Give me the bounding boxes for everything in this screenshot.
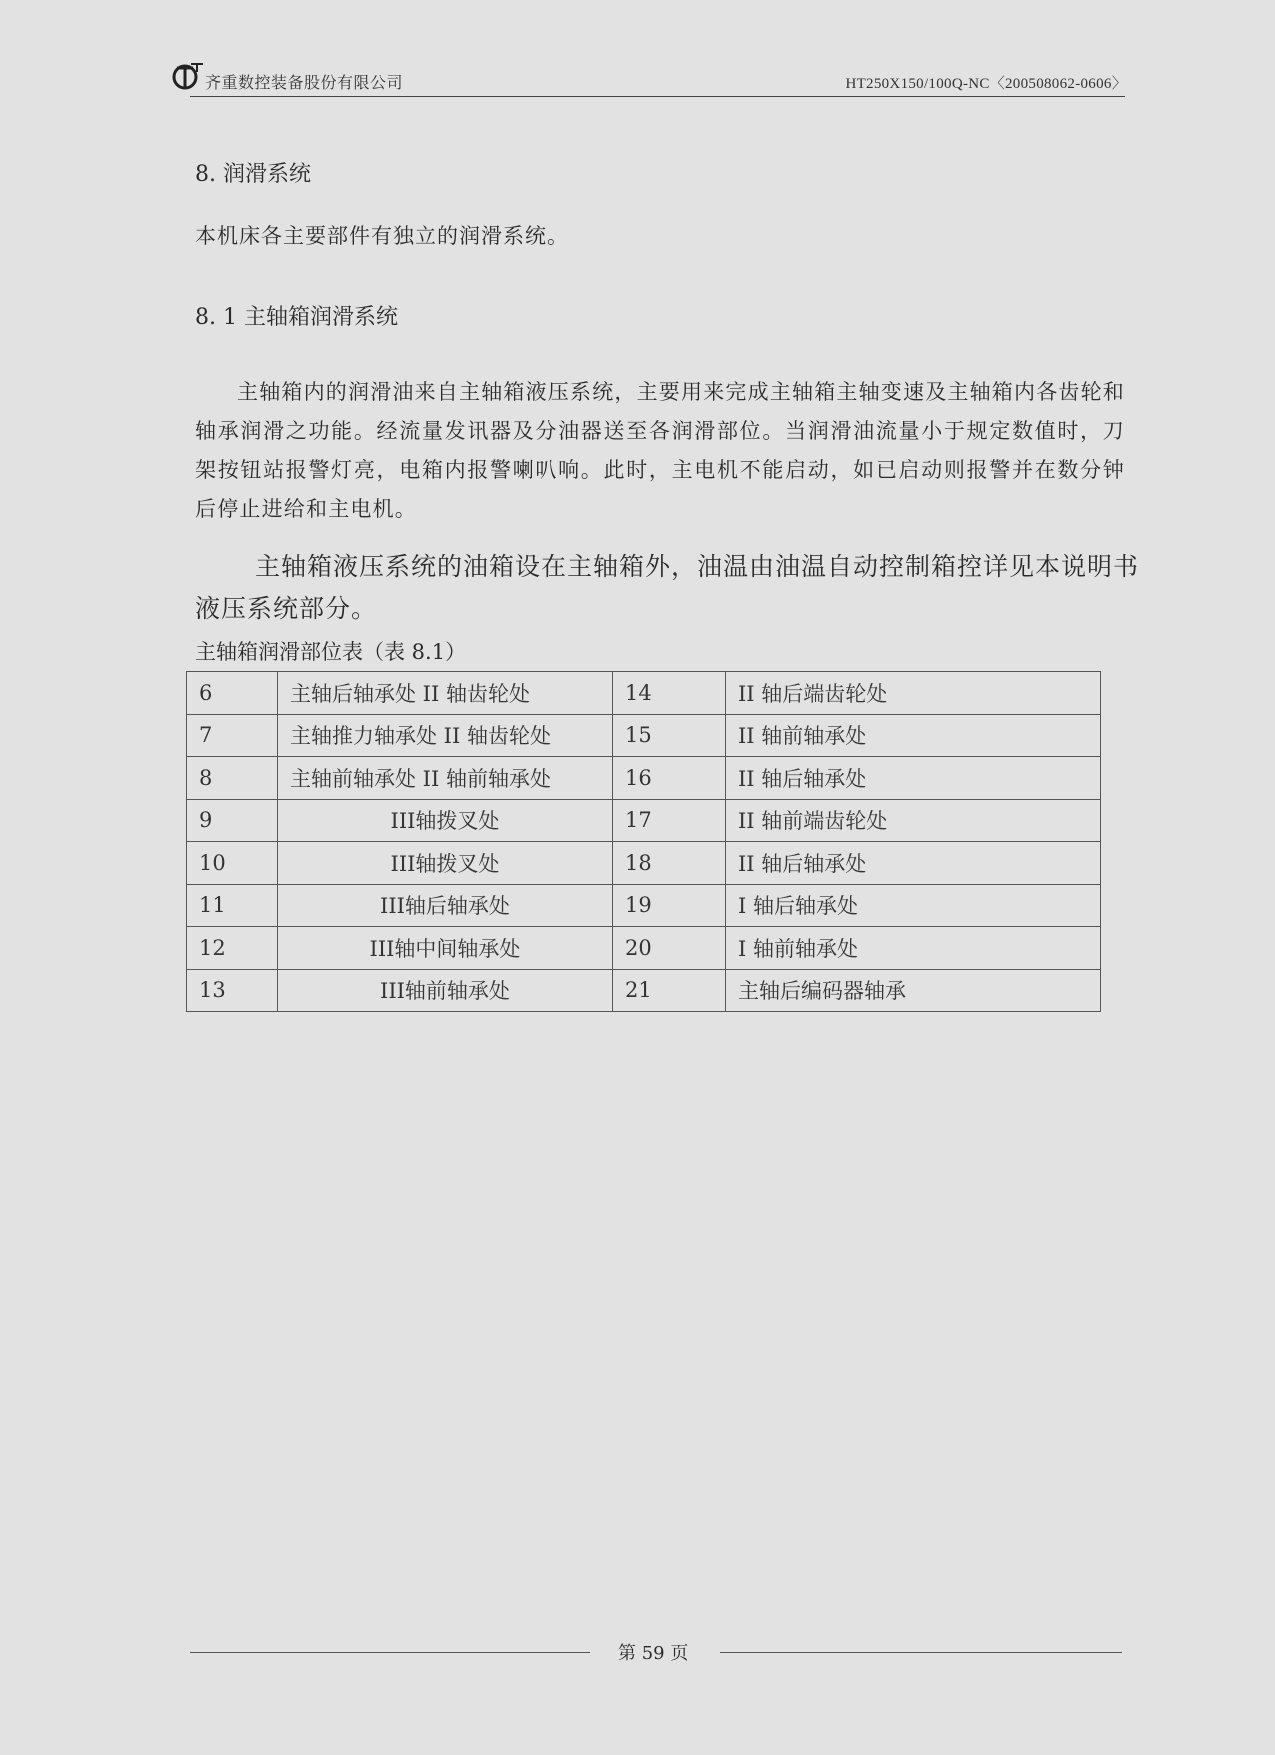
point-number: 10 [187, 842, 278, 885]
point-number: 6 [187, 672, 278, 715]
document-number: HT250X150/100Q-NC〈200508062-0606〉 [845, 76, 1127, 92]
point-location: II 轴前轴承处 [726, 714, 1101, 757]
point-location: III轴拨叉处 [278, 799, 613, 842]
point-location: II 轴后轴承处 [726, 842, 1101, 885]
point-location: I 轴前轴承处 [726, 927, 1101, 970]
footer-rule-left [190, 1652, 590, 1653]
point-location: 主轴推力轴承处 II 轴齿轮处 [278, 714, 613, 757]
footer-rule-right [720, 1652, 1122, 1653]
point-location: 主轴后编码器轴承 [726, 969, 1101, 1012]
page-number: 第 59 页 [618, 1643, 689, 1664]
point-number: 8 [187, 757, 278, 800]
table-row [187, 969, 1101, 1012]
point-number: 7 [187, 714, 278, 757]
point-number: 12 [187, 927, 278, 970]
paragraph-oil-tank: 主轴箱液压系统的油箱设在主轴箱外，油温由油温自动控制箱控详见本说明书液压系统部分。 [195, 552, 1140, 623]
point-number: 11 [187, 884, 278, 927]
section-intro: 本机床各主要部件有独立的润滑系统。 [195, 224, 569, 248]
point-location: III轴后轴承处 [278, 884, 613, 927]
point-location: 主轴前轴承处 II 轴前轴承处 [278, 757, 613, 800]
header-rule [190, 96, 1125, 97]
point-number: 13 [187, 969, 278, 1012]
table-row [187, 884, 1101, 927]
table-row [187, 672, 1101, 715]
table-row [187, 799, 1101, 842]
point-number: 15 [613, 714, 726, 757]
company-logo-icon [171, 58, 205, 92]
paragraph-lubrication: 主轴箱内的润滑油来自主轴箱液压系统，主要用来完成主轴箱主轴变速及主轴箱内各齿轮和轴承润滑之功能。经流量发讯器及分油器送至各润滑部位。当润滑油流量小于规定数值时，刀架按钮站报警灯亮，电箱内报警喇叭响。此时，主电机不能启动，如已启动则报警并在数分钟后停止进给和主电机。 [195, 380, 1125, 521]
point-number: 17 [613, 799, 726, 842]
point-number: 16 [613, 757, 726, 800]
point-location: II 轴后轴承处 [726, 757, 1101, 800]
point-location: III轴拨叉处 [278, 842, 613, 885]
point-location: II 轴后端齿轮处 [726, 672, 1101, 715]
company-name: 齐重数控装备股份有限公司 [205, 73, 404, 92]
point-number: 20 [613, 927, 726, 970]
point-location: II 轴前端齿轮处 [726, 799, 1101, 842]
lubrication-points-table [186, 671, 1101, 1012]
point-number: 21 [613, 969, 726, 1012]
point-number: 19 [613, 884, 726, 927]
sub-section-heading: 8. 1 主轴箱润滑系统 [195, 305, 398, 330]
table-row [187, 757, 1101, 800]
section-heading: 8. 润滑系统 [195, 162, 311, 187]
point-location: III轴中间轴承处 [278, 927, 613, 970]
point-number: 9 [187, 799, 278, 842]
point-location: III轴前轴承处 [278, 969, 613, 1012]
point-location: I 轴后轴承处 [726, 884, 1101, 927]
table-row [187, 714, 1101, 757]
table-caption: 主轴箱润滑部位表（表 8.1） [195, 640, 467, 664]
point-number: 18 [613, 842, 726, 885]
point-location: 主轴后轴承处 II 轴齿轮处 [278, 672, 613, 715]
table-row [187, 842, 1101, 885]
table-row [187, 927, 1101, 970]
point-number: 14 [613, 672, 726, 715]
